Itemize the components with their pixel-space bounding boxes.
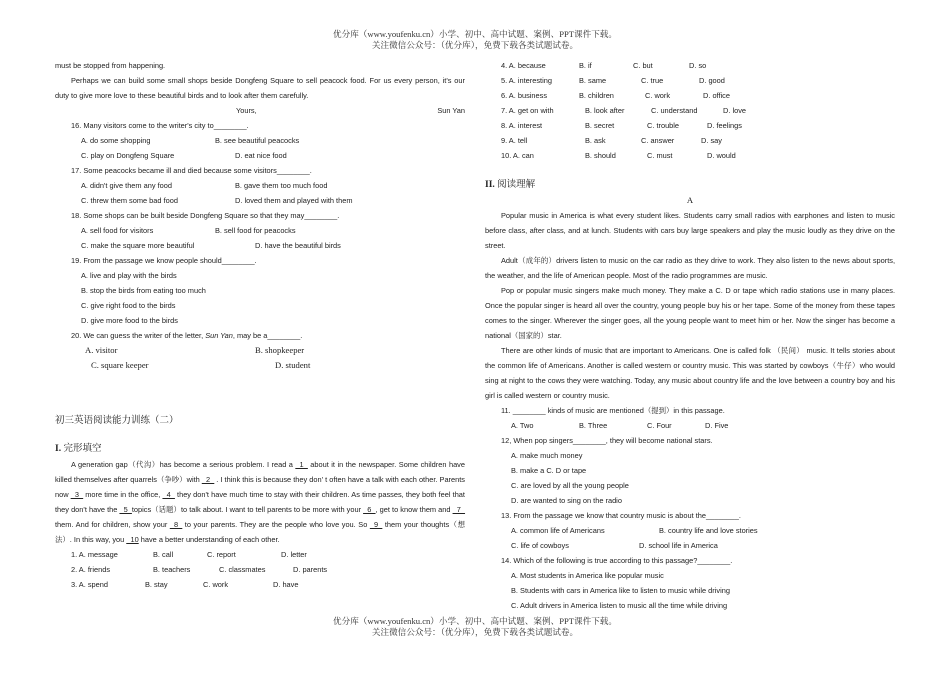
blank: _10 [126, 535, 139, 544]
option: C. classmates [219, 565, 266, 574]
option: A. live and play with the birds [81, 271, 177, 280]
part-1-heading [55, 441, 465, 457]
option: 3. A. spend [71, 580, 108, 589]
question-13: 13. From the passage we know that country music is about the________. [501, 511, 741, 520]
option: C. square keeper [91, 360, 149, 370]
blank: _4_ [162, 490, 175, 499]
options-row [55, 238, 465, 253]
question-12: 12, When pop singers________, they will become national stars. [501, 436, 713, 445]
cloze-options-6 [485, 88, 895, 103]
option: A. do some shopping [81, 136, 151, 145]
cloze-text: topics（话题）to talk about. I want to tell parents to be more with your [131, 505, 362, 514]
options-row [55, 343, 465, 358]
cloze-options-2 [55, 562, 465, 577]
option: D. give more food to the birds [81, 316, 178, 325]
reading-paragraph: There are other kinds of music that are important to Americans. One is called folk （民间） music. It tells stories about the common life of Americans. Another is called western or country music. This was started by cowboys（牛仔）who would sing at night to the cows they were watching. Today, any music about country life and the love between a country boy and his girl is called western or country music. [485, 346, 895, 400]
options-row [485, 523, 895, 538]
question-17: 17. Some peacocks became ill and died because some visitors________. [71, 166, 312, 175]
option: C. life of cowboys [511, 541, 569, 550]
question-14: 14. Which of the following is true according to this passage?________. [501, 556, 733, 565]
option: B. should [585, 151, 616, 160]
part-2-heading [485, 177, 895, 193]
question-11: 11. ________ kinds of music are mentioned（提到）in this passage. [501, 406, 725, 415]
option: B. children [579, 91, 614, 100]
option: A. didn't give them any food [81, 181, 172, 190]
option: C. report [207, 550, 236, 559]
options-row [55, 193, 465, 208]
option: D. good [699, 76, 725, 85]
header-line-2: 关注微信公众号：（优分库），免费下载各类试题试卷。 [371, 40, 579, 50]
cloze-text: A generation gap（代沟）has become a serious problem. I read a [71, 460, 293, 469]
cloze-text: more time in the office, [85, 490, 161, 499]
option: B. country life and love stories [659, 526, 758, 535]
blank: _2_ [201, 475, 215, 484]
options-row [55, 178, 465, 193]
question-18: 18. Some shops can be built beside Dongfeng Square so that they may________. [71, 211, 340, 220]
header-line-1: 优分库（www.youfenku.cn）小学、初中、高中试题、案例、PPT课件下载。 [333, 29, 617, 39]
question-16: 16. Many visitors come to the writer's city to________. [71, 121, 249, 130]
option: D. have [273, 580, 299, 589]
cloze-text: , get to know them and [375, 505, 451, 514]
option: B. gave them too much food [235, 181, 328, 190]
option: C. Adult drivers in America listen to music all the time while driving [511, 601, 728, 610]
option: D. office [703, 91, 730, 100]
option: C. work [203, 580, 229, 589]
option: C. trouble [647, 121, 680, 130]
option: B. same [579, 76, 607, 85]
page-header [0, 29, 950, 51]
option: D. love [723, 106, 747, 115]
cloze-options-8 [485, 118, 895, 133]
option: B. make a C. D or tape [511, 466, 587, 475]
option: C. understand [651, 106, 698, 115]
cloze-options-7 [485, 103, 895, 118]
blank: _9_ [369, 520, 383, 529]
options-row [55, 133, 465, 148]
option: B. if [579, 61, 592, 70]
cloze-text: about it in the newspaper. Some children have killed themselves after quarrels（争吵）with [55, 460, 465, 484]
option: C. Four [647, 421, 672, 430]
option: D. would [707, 151, 736, 160]
option: D. have the beautiful birds [255, 241, 341, 250]
letter-paragraph: Perhaps we can build some small shops beside Dongfeng Square to sell peacock food. For us every person, it's our duty to give more love to these beautiful birds and to look after them carefully. [55, 76, 465, 100]
blank: _5_ [119, 505, 132, 514]
cloze-text: to your parents. They are the people who love you. So [184, 520, 368, 529]
blank: _1_ [295, 460, 308, 469]
options-row [55, 223, 465, 238]
q20-text: 20. We can guess the writer of the letter, [71, 331, 206, 340]
part-title: 完形填空 [63, 444, 102, 454]
blank: _8_ [169, 520, 183, 529]
blank: _6_ [363, 505, 376, 514]
option: C. answer [641, 136, 675, 145]
part-number: I. [55, 444, 62, 454]
option: B. see beautiful peacocks [215, 136, 300, 145]
option: C. give right food to the birds [81, 301, 176, 310]
option: 1. A. message [71, 550, 118, 559]
option: C. work [645, 91, 671, 100]
option: D. Five [705, 421, 729, 430]
cloze-options-4 [485, 58, 895, 73]
options-row [485, 418, 895, 433]
option: 8. A. interest [501, 121, 543, 130]
option: B. call [153, 550, 174, 559]
option: B. shopkeeper [255, 345, 305, 355]
options-row [485, 538, 895, 553]
option: C. make the square more beautiful [81, 241, 195, 250]
option: 6. A. business [501, 91, 548, 100]
left-column [55, 58, 465, 592]
option: B. stay [145, 580, 168, 589]
option: A. Most students in America like popular music [511, 571, 664, 580]
part-title: 阅读理解 [497, 180, 536, 190]
cloze-options-9 [485, 133, 895, 148]
option: B. stop the birds from eating too much [81, 286, 206, 295]
option: D. say [701, 136, 722, 145]
option: 5. A. interesting [501, 76, 552, 85]
section-title: 初三英语阅读能力训练（二） [55, 416, 179, 426]
option: B. look after [585, 106, 625, 115]
cloze-text: them. And for children, show your [55, 520, 168, 529]
part-number: II. [485, 180, 495, 190]
option: A. sell food for visitors [81, 226, 154, 235]
page-footer [0, 616, 950, 638]
blank: _3_ [70, 490, 84, 499]
option: D. letter [281, 550, 307, 559]
cloze-options-1 [55, 547, 465, 562]
option: D. student [275, 360, 311, 370]
option: C. but [633, 61, 653, 70]
option: C. threw them some bad food [81, 196, 178, 205]
option: B. Three [579, 421, 608, 430]
option: 2. A. friends [71, 565, 111, 574]
reading-paragraph: Adult（成年的）drivers listen to music on the car radio as they drive to work. They also listen to the news about sports, the weather, and the life of American people. Most of the radio programmes are music. [485, 256, 895, 280]
cloze-text: . I think this is because they don' t often have a talk with each other. Parents now [55, 475, 465, 499]
question-19: 19. From the passage we know people should________. [71, 256, 257, 265]
option: C. true [641, 76, 664, 85]
option: A. visitor [85, 345, 118, 355]
reading-paragraph: Popular music in America is what every student likes. Students carry small radios with earphones and listen to music before class, after class, and at lunch. Students with cars buy large speakers and play the music loudly as they drive on the street. [485, 211, 895, 250]
signer-name: Sun Yan [437, 106, 465, 115]
option: A. common life of Americans [511, 526, 605, 535]
passage-label: A [686, 195, 694, 205]
reading-paragraph: Pop or popular music singers make much money. They make a C. D or tape which radio stations use in many places. Once the popular singer is heard all over the country, young people buy his or her tape. Some of the money from these tapes comes to the singer. Wherever the singer goes, all the young people want to meet him or her. Now the singer has become a national（国家的）star. [485, 286, 895, 340]
option: A. make much money [511, 451, 583, 460]
cloze-options-3 [55, 577, 465, 592]
option: B. teachers [153, 565, 191, 574]
closing-yours: Yours, [236, 106, 257, 115]
blank: _7_ [452, 505, 465, 514]
letter-paragraph: must be stopped from happening. [55, 61, 166, 70]
right-column [485, 58, 895, 613]
cloze-options-10 [485, 148, 895, 163]
option: C. play on Dongfeng Square [81, 151, 175, 160]
option: D. school life in America [639, 541, 718, 550]
option: 9. A. tell [501, 136, 528, 145]
cloze-text: them your thoughts（想法）. In this way, you [55, 520, 465, 544]
cloze-text: they don't have much time to stay with their children. As time passes, they both feel that they don't have the [55, 490, 465, 514]
cloze-text: have a better understanding of each other. [140, 535, 280, 544]
footer-line-1: 优分库（www.youfenku.cn）小学、初中、高中试题、案例、PPT课件下载。 [333, 616, 617, 626]
option: D. parents [293, 565, 328, 574]
options-row [55, 358, 465, 373]
question-20 [55, 328, 465, 343]
option: D. loved them and played with them [235, 196, 353, 205]
q20-text-end: , may be a________. [232, 331, 303, 340]
option: B. sell food for peacocks [215, 226, 296, 235]
option: B. ask [585, 136, 606, 145]
option: C. must [647, 151, 673, 160]
option: D. are wanted to sing on the radio [511, 496, 622, 505]
options-row [55, 148, 465, 163]
letter-signoff [55, 103, 465, 118]
option: 4. A. because [501, 61, 546, 70]
option: A. Two [511, 421, 534, 430]
q20-name: Sun Yan [205, 331, 233, 340]
option: C. are loved by all the young people [511, 481, 629, 490]
option: B. secret [585, 121, 615, 130]
cloze-options-5 [485, 73, 895, 88]
option: D. eat nice food [235, 151, 287, 160]
footer-line-2: 关注微信公众号：（优分库），免费下载各类试题试卷。 [371, 627, 579, 637]
option: 10. A. can [501, 151, 534, 160]
option: D. so [689, 61, 707, 70]
option: 7. A. get on with [501, 106, 554, 115]
cloze-passage [55, 457, 465, 547]
option: D. feelings [707, 121, 742, 130]
option: B. Students with cars in America like to listen to music while driving [511, 586, 730, 595]
